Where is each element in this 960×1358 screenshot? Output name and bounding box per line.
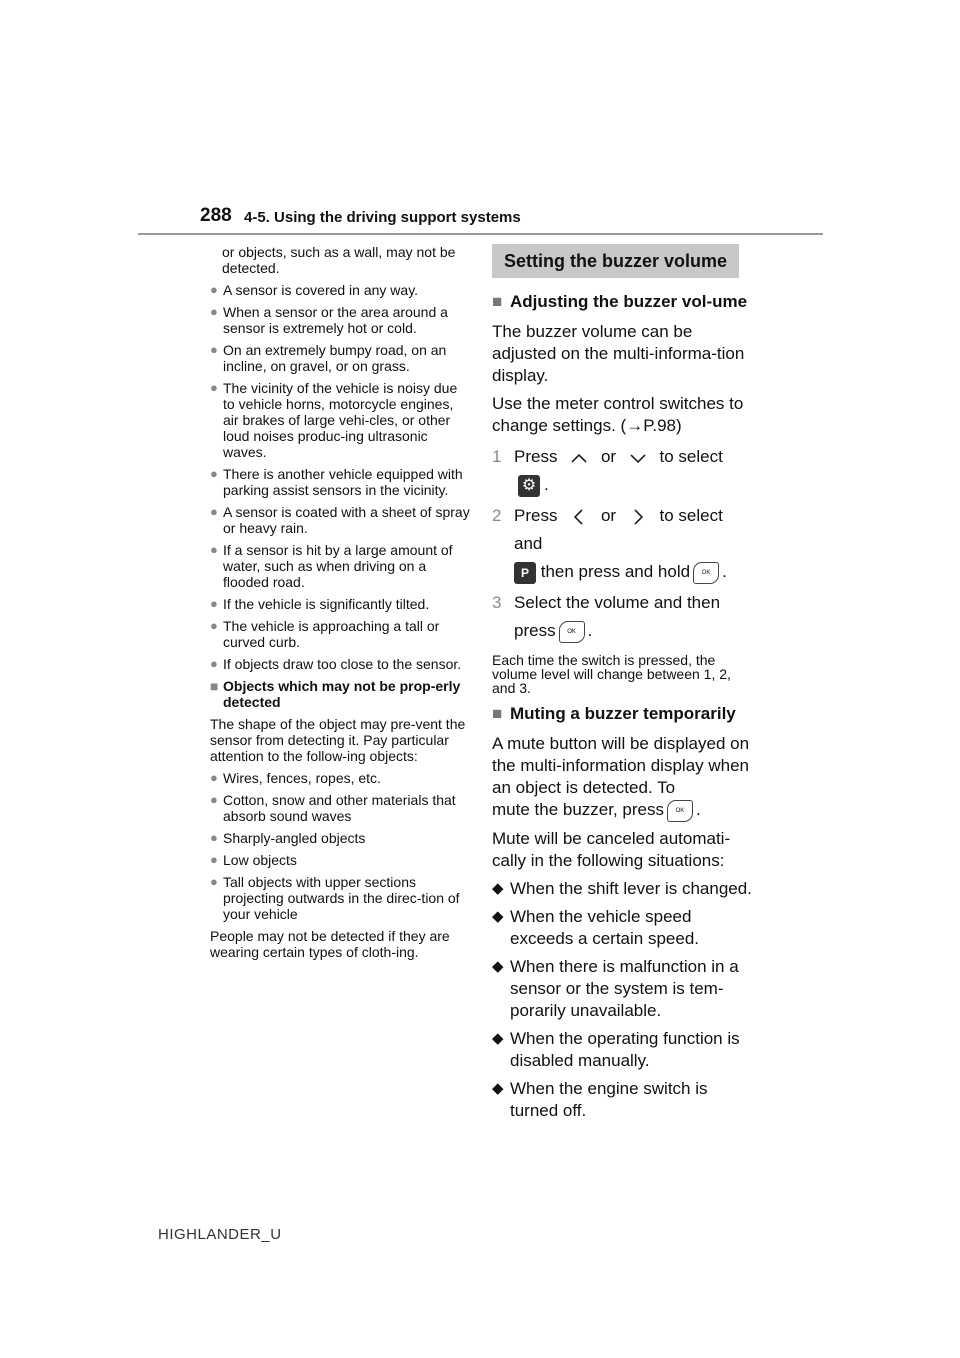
object-item: ● Sharply-angled objects xyxy=(210,830,366,846)
paragraph: Use the meter control switches to change settings. (→P.98) xyxy=(492,394,744,435)
diamond-bullet-icon: ◆ xyxy=(492,1079,504,1097)
step-number: 3 xyxy=(492,593,502,612)
ok-button-icon: OK xyxy=(667,800,693,822)
continuation-text: or objects, such as a wall, may not be detected. xyxy=(222,244,456,276)
chevron-down-icon xyxy=(627,449,649,467)
bullet-icon: ● xyxy=(210,852,218,867)
ok-button-icon: OK xyxy=(559,621,585,643)
paragraph: People may not be detected if they are wearing certain types of cloth-ing. xyxy=(210,928,450,960)
condition-item: ● If a sensor is hit by a large amount of water, such as when driving on a flooded road. xyxy=(210,542,453,590)
step-item: 2 Press or to select and P then press and hold OK . xyxy=(492,502,752,586)
paragraph: A mute button will be displayed on the multi-information display when an object is detected. To mute the buzzer, press OK . xyxy=(492,733,752,822)
condition-item: ● On an extremely bumpy road, on an incline, on gravel, or on grass. xyxy=(210,342,447,374)
footer-model: HIGHLANDER_U xyxy=(158,1226,282,1243)
chevron-up-icon xyxy=(568,449,590,467)
cancel-condition-list xyxy=(492,878,752,1122)
step-item: 3 Select the volume and then press OK . xyxy=(492,589,752,645)
square-bullet-icon: ■ xyxy=(210,678,219,694)
condition-item: ● There is another vehicle equipped with parking assist sensors in the vicinity. xyxy=(210,466,463,498)
paragraph: Mute will be canceled automati-cally in the following situations: xyxy=(492,828,731,870)
right-column xyxy=(492,244,752,1128)
diamond-bullet-icon: ◆ xyxy=(492,879,504,897)
square-bullet-icon: ■ xyxy=(492,292,503,311)
condition-item: ● If the vehicle is significantly tilted. xyxy=(210,596,430,612)
bullet-icon: ● xyxy=(210,304,218,319)
bullet-icon: ● xyxy=(210,874,218,889)
bullet-icon: ● xyxy=(210,770,218,785)
left-column xyxy=(210,244,470,966)
paragraph: The shape of the object may pre-vent the sensor from detecting it. Pay particular attention to the follow-ing objects: xyxy=(210,716,466,764)
section-header: 4-5. Using the driving support systems xyxy=(244,209,521,226)
arrow-icon: → xyxy=(626,416,644,435)
cancel-condition-item: ◆ When the engine switch is turned off. xyxy=(492,1078,708,1120)
subsection-heading: ■ Adjusting the buzzer vol-ume xyxy=(492,292,748,311)
step-number: 1 xyxy=(492,447,502,466)
bullet-icon: ● xyxy=(210,830,218,845)
object-list xyxy=(210,770,470,922)
bullet-icon: ● xyxy=(210,596,218,611)
subsection-heading: ■ Muting a buzzer temporarily xyxy=(492,704,736,723)
condition-item: ● When a sensor or the area around a sensor is extremely hot or cold. xyxy=(210,304,448,336)
diamond-bullet-icon: ◆ xyxy=(492,957,504,975)
bullet-icon: ● xyxy=(210,466,218,481)
note-text: Each time the switch is pressed, the volume level will change between 1, 2, and 3. xyxy=(492,652,731,696)
bullet-icon: ● xyxy=(210,618,218,633)
paragraph: The buzzer volume can be adjusted on the multi-informa-tion display. xyxy=(492,322,745,385)
object-item: ● Wires, fences, ropes, etc. xyxy=(210,770,381,786)
chevron-right-icon xyxy=(627,508,649,526)
page-number: 288 xyxy=(200,205,232,226)
subsection-heading: ■ Objects which may not be prop-erly detected xyxy=(210,678,461,710)
object-item: ● Cotton, snow and other materials that absorb sound waves xyxy=(210,792,456,824)
condition-item: ● A sensor is coated with a sheet of spray or heavy rain. xyxy=(210,504,470,536)
bullet-icon: ● xyxy=(210,342,218,357)
page-reference: P.98) xyxy=(643,416,682,435)
step-number: 2 xyxy=(492,506,502,525)
bullet-icon: ● xyxy=(210,792,218,807)
object-item: ● Low objects xyxy=(210,852,297,868)
bullet-icon: ● xyxy=(210,656,218,671)
bullet-icon: ● xyxy=(210,282,218,297)
cancel-condition-item: ◆ When the shift lever is changed. xyxy=(492,878,752,898)
condition-item: ● The vehicle is approaching a tall or curved curb. xyxy=(210,618,440,650)
settings-gear-icon: ⚙ xyxy=(518,475,540,497)
bullet-icon: ● xyxy=(210,380,218,395)
condition-item: ● The vicinity of the vehicle is noisy due to vehicle horns, motorcycle engines, air brakes of large vehi-cles, or other loud noises produc-ing ultrasonic waves. xyxy=(210,380,458,460)
bullet-icon: ● xyxy=(210,504,218,519)
header-divider xyxy=(138,233,823,235)
cancel-condition-item: ◆ When the operating function is disabled manually. xyxy=(492,1028,740,1070)
ok-button-icon: OK xyxy=(693,562,719,584)
diamond-bullet-icon: ◆ xyxy=(492,907,504,925)
bullet-icon: ● xyxy=(210,542,218,557)
condition-item: ● If objects draw too close to the sensor. xyxy=(210,656,462,672)
condition-list xyxy=(210,282,470,672)
cancel-condition-item: ◆ When the vehicle speed exceeds a certain speed. xyxy=(492,906,700,948)
step-item: 1 Press or to select⚙ . xyxy=(492,443,752,499)
object-item: ● Tall objects with upper sections projecting outwards in the direc-tion of your vehicle xyxy=(210,874,460,922)
chevron-left-icon xyxy=(568,508,590,526)
square-bullet-icon: ■ xyxy=(492,704,503,723)
section-title: Setting the buzzer volume xyxy=(492,244,739,278)
parking-sensor-icon: P xyxy=(514,562,536,584)
condition-item: ● A sensor is covered in any way. xyxy=(210,282,419,298)
diamond-bullet-icon: ◆ xyxy=(492,1029,504,1047)
cancel-condition-item: ◆ When there is malfunction in a sensor or the system is tem-porarily unavailable. xyxy=(492,956,739,1020)
